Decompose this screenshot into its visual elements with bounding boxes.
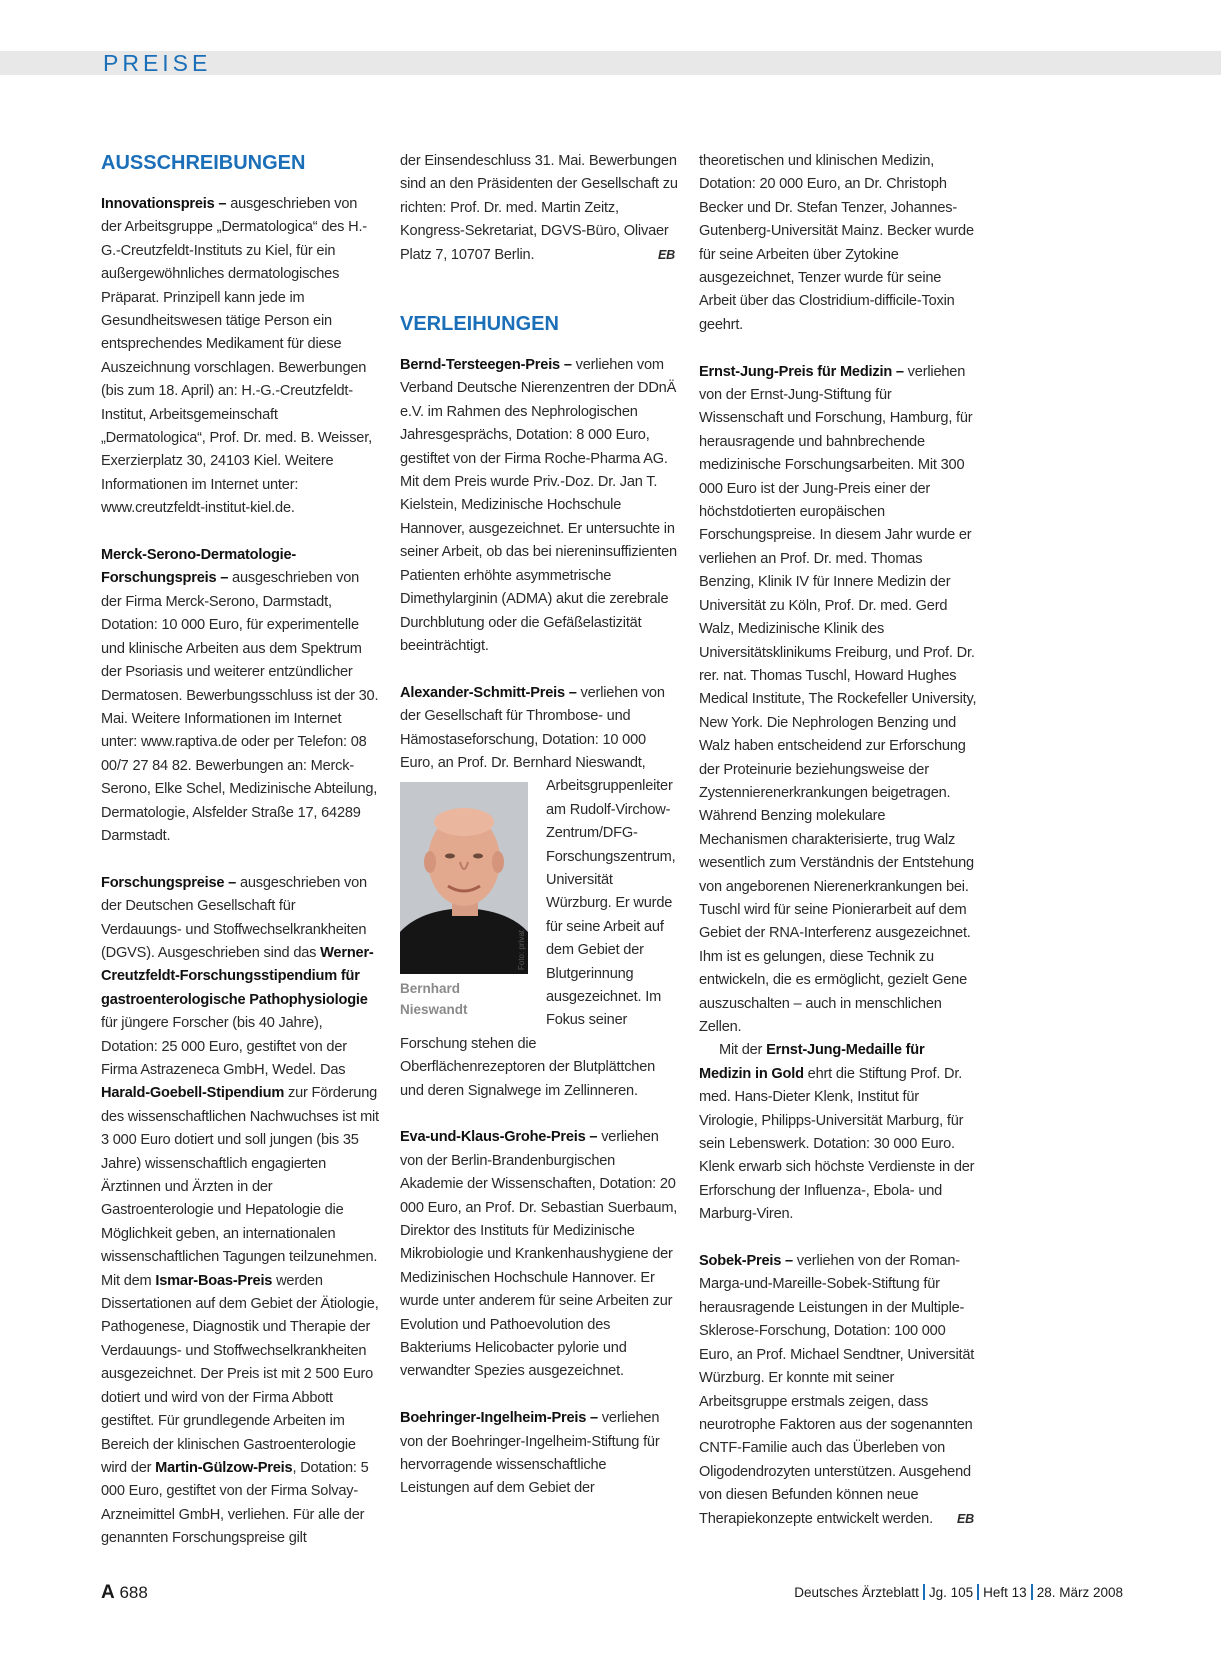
separator [1031, 1584, 1033, 1600]
article-text: werden Dissertationen auf dem Gebiet der Ätiologie, Pathogenese, Diagnostik und Therapie der Verdauungs- und Stoffwechselkrankheiten ausgezeichnet. Der Preis ist mit 2 500 Euro dotiert und wird von der Firma Abbott gestiftet. Für grundlegende Arbeiten im Bereich der klinischen Gastroenterologie wird der [101, 1272, 379, 1476]
separator [977, 1584, 979, 1600]
article-text: ausgeschrieben von der Firma Merck-Serono, Darmstadt, Dotation: 10 000 Euro, für experimentelle und klinische Arbeiten aus dem Spektrum der Psoriasis und weiterer entzündlicher Dermatosen. Bewerbungsschluss ist der 30. Mai. Weitere Informationen im Internet unter: www.raptiva.de oder per Telefon: 08 00/7 27 84 82. Bewerbungen an: Merck-Serono, Elke Schel, Medizinische Abteilung, Dermatologie, Alsfelder Straße 17, 64289 Darmstadt. [101, 570, 379, 844]
article-text: zur Förderung des wissenschaftlichen Nachwuchses ist mit 3 000 Euro dotiert und soll jungen (bis 35 Jahre) wissenschaftlich engagierten Ärztinnen und Ärzten in der Gastroenterologie und Hepatologie die Möglichkeit geben, an internationalen wissenschaftlichen Tagungen teilzunehmen. Mit dem [101, 1085, 379, 1289]
article-text: für jüngere Forscher (bis 40 Jahre), Dotation: 25 000 Euro, gestiftet von der Firma Astrazeneca GmbH, Wedel. Das [101, 1015, 347, 1078]
article-ernst-jung-medaille [699, 1039, 977, 1226]
separator [923, 1584, 925, 1600]
photo-caption: Bernhard Nieswandt [400, 981, 468, 1017]
photo-block [400, 782, 528, 1020]
article-text: , Dotation: 5 000 Euro, gestiftet von der Firma Solvay-Arzneimittel GmbH, verliehen. Für alle der genannten Forschungspreise gilt [101, 1459, 369, 1547]
article-innovationspreis [101, 193, 379, 521]
prize-name: Bernd-Tersteegen-Preis – [400, 357, 572, 374]
column-3 [699, 150, 977, 1531]
author-signature: EB [658, 247, 675, 262]
article-text: ehrt die Stiftung Prof. Dr. med. Hans-Dieter Klenk, Institut für Virologie, Philipps-Universität Marburg, für sein Lebenswerk. Dotation: 30 000 Euro. Klenk erwarb sich höchste Verdienste in der Erforschung der Influenza-, Ebola- und Marburg-Viren. [699, 1065, 975, 1223]
prize-name: Ismar-Boas-Preis [155, 1272, 273, 1289]
journal-date: 28. März 2008 [1036, 1585, 1123, 1600]
prize-name: Harald-Goebell-Stipendium [101, 1085, 285, 1102]
portrait-photo-icon [400, 782, 528, 974]
page-number-value: 688 [119, 1583, 148, 1602]
article-sobek-preis [699, 1250, 977, 1531]
article-text: ausgeschrieben von der Arbeitsgruppe „Dermatologica“ des H.-G.-Creutzfeldt-Instituts zu Kiel, für ein außergewöhnliches dermatologisches Präparat. Prinzipell kann jede im Gesundheitswesen tätige Person ein entsprechendes Medikament für diese Auszeichnung vorschlagen. Bewerbungen (bis zum 18. April) an: H.-G.-Creutzfeldt-Institut, Arbeitsgemeinschaft „Dermatologica“, Prof. Dr. med. B. Weisser, Exerzierplatz 30, 24103 Kiel. Weitere Informationen im Internet unter: www.creutzfeldt-institut-kiel.de. [101, 196, 372, 517]
article-text: Mit der [719, 1042, 767, 1059]
journal-volume: Jg. 105 [928, 1585, 974, 1600]
prize-name: Eva-und-Klaus-Grohe-Preis – [400, 1129, 598, 1146]
article-merck-serono [101, 544, 379, 848]
journal-issue: Heft 13 [983, 1585, 1027, 1600]
prize-name: Martin-Gülzow-Preis [155, 1459, 293, 1476]
article-text: ausgeschrieben von der Deutschen Gesellschaft für Verdauungs- und Stoffwechselkrankheiten (DGVS). Ausgeschrieben sind das [101, 874, 367, 961]
article-text: der Einsendeschluss 31. Mai. Bewerbungen sind an den Präsidenten der Gesellschaft zu richten: Prof. Dr. med. Martin Zeitz, Kongress-Sekretariat, DGVS-Büro, Olivaer Platz 7, 10707 Berlin. [400, 153, 678, 263]
article-boehringer [400, 1407, 678, 1501]
page-number [101, 1582, 148, 1604]
prize-name: Merck-Serono-Dermatologie-Forschungspreis – [101, 547, 297, 587]
prize-name: Ernst-Jung-Preis für Medizin – [699, 363, 904, 380]
article-text: verliehen von der Roman-Marga-und-Mareille-Sobek-Stiftung für herausragende Leistungen in der Multiple-Sklerose-Forschung, Dotation: 100 000 Euro, an Prof. Michael Sendtner, Universität Würzburg. Er konnte mit seiner Arbeitsgruppe erstmals zeigen, dass neurotrophe Faktoren aus der sogenannten CNTF-Familie auch das Überleben von Oligodendrozyten unterstützen. Ausgehend von diesen Befunden können neue Therapiekonzepte entwickelt werden. [699, 1253, 975, 1527]
portrait-photo [400, 782, 528, 974]
article-text: verliehen von der Berlin-Brandenburgischen Akademie der Wissenschaften, Dotation: 20 000 Euro, an Prof. Dr. Sebastian Suerbaum, Direktor des Instituts für Medizinische Mikrobiologie und Krankenhaushygiene der Medizinischen Hochschule Hannover. Er wurde unter anderem für seine Arbeiten zur Evolution und Pathoevolution des Bakteriums Helicobacter pylorie und verwandter Spezies ausgezeichnet. [400, 1129, 678, 1380]
article-text: verliehen von der Gesellschaft für Thrombose- und Hämostaseforschung, Dotation: 10 000 Euro, an Prof. Dr. Bernhard Nieswandt, Arbeitsgruppenleiter am Rudolf-Virchow-Zentrum/DFG-Forschungszentrum, Universität Würzburg. Er wurde für seine Arbeit auf dem Gebiet der Blutgerinnung ausgezeichnet. Im Fokus seiner Forschung stehen die Oberflächenrezeptoren der Blutplättchen und deren Signalwege im Zellinneren. [400, 684, 676, 1099]
prize-name: Ernst-Jung-Medaille für Medizin in Gold [699, 1042, 925, 1082]
journal-info [794, 1584, 1123, 1600]
journal-name: Deutsches Ärzteblatt [794, 1585, 919, 1600]
article-text: verliehen von der Ernst-Jung-Stiftung für Wissenschaft und Forschung, Hamburg, für herausragende und bahnbrechende medizinische Forschungsarbeiten. Mit 300 000 Euro ist der Jung-Preis einer der höchstdotierten europäischen Forschungspreise. In diesem Jahr wurde er verliehen an Prof. Dr. med. Thomas Benzing, Klinik IV für Innere Medizin der Universität zu Köln, Prof. Dr. med. Gerd Walz, Medizinische Klinik des Universitätsklinikums Freiburg, und Prof. Dr. rer. nat. Thomas Tuschl, Howard Hughes Medical Institute, The Rockefeller University, New York. Die Nephrologen Benzing und Walz haben entscheidend zur Erforschung der Proteinurie beziehungsweise der Zystennierenerkrankungen beigetragen. Während Benzing molekulare Mechanismen charakterisierte, trug Walz wesentlich zum Verständnis der Entstehung von angeborenen Nierenerkrankungen bei. Tuschl wird für seine Pionierarbeit auf dem Gebiet der RNA-Interferenz ausgezeichnet. Ihm ist es gelungen, diese Technik zu entwickeln, die es ermöglicht, gezielt Gene auszuschalten – auch in menschlichen Zellen. [699, 363, 977, 1036]
prize-name: Boehringer-Ingelheim-Preis – [400, 1410, 598, 1427]
article-text: theoretischen und klinischen Medizin, Dotation: 20 000 Euro, an Dr. Christoph Becker und Dr. Stefan Tenzer, Johannes-Gutenberg-Universität Mainz. Becker wurde für seine Arbeiten über Zytokine ausgezeichnet, Tenzer wurde für seine Arbeit über das Clostridium-difficile-Toxin geehrt. [699, 153, 974, 333]
prize-name: Werner-Creutzfeldt-Forschungsstipendium für gastroenterologische Pathophysiologie [101, 944, 374, 1008]
article-text: verliehen vom Verband Deutsche Nierenzentren der DDnÄ e.V. im Rahmen des Nephrologischen Jahresgesprächs, Dotation: 8 000 Euro, gestiftet von der Firma Roche-Pharma AG. Mit dem Preis wurde Priv.-Doz. Dr. Jan T. Kielstein, Medizinische Hochschule Hannover, ausgezeichnet. Er untersuchte in seiner Arbeit, ob das bei niereninsuffizienten Patienten erhöhte asymmetrische Dimethylarginin (ADMA) akut die zerebrale Durchblutung oder die Gefäßelastizität beeinträchtigt. [400, 357, 677, 654]
prize-name: Alexander-Schmitt-Preis – [400, 684, 577, 701]
article-ernst-jung-preis [699, 361, 977, 1040]
article-continuation [400, 150, 678, 267]
section-label: PREISE [103, 50, 212, 76]
page-prefix: A [101, 1582, 115, 1603]
article-text: verliehen von der Boehringer-Ingelheim-Stiftung für hervorragende wissenschaftliche Leistungen auf dem Gebiet der [400, 1410, 660, 1497]
article-forschungspreise [101, 872, 379, 1551]
photo-credit: Foto: privat [517, 929, 526, 970]
prize-name: Sobek-Preis – [699, 1253, 793, 1270]
prize-name: Forschungspreise – [101, 874, 237, 891]
column-1 [101, 150, 379, 1551]
article-bernd-tersteegen [400, 354, 678, 658]
article-eva-klaus-grohe [400, 1126, 678, 1383]
article-continuation [699, 150, 977, 337]
prize-name: Innovationspreis – [101, 196, 227, 212]
author-signature: EB [957, 1511, 974, 1526]
heading-ausschreibungen: AUSSCHREIBUNGEN [101, 152, 306, 174]
heading-verleihungen: VERLEIHUNGEN [400, 313, 559, 336]
